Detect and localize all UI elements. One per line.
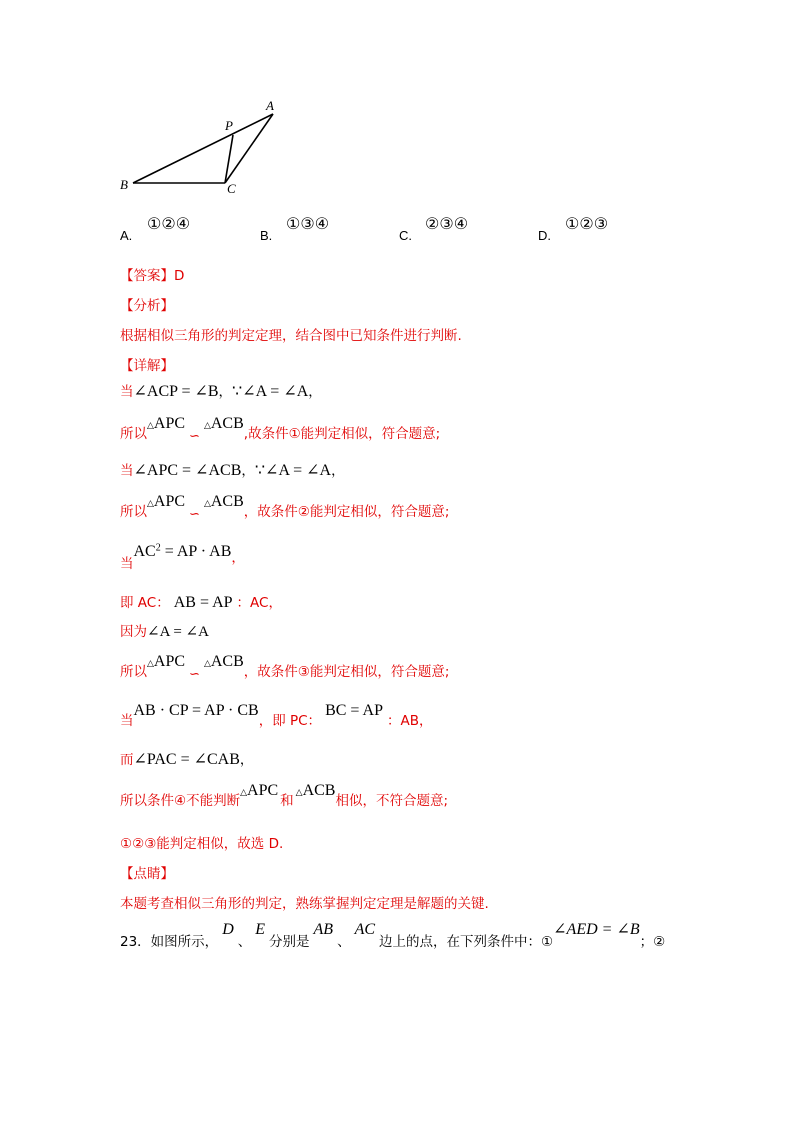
l3-prefix: 当 [120,463,134,479]
l3-sep: ， [241,463,255,479]
l5-math-b: = AP · AB [160,543,232,560]
detail-line-10 [120,748,253,769]
l4-suffix: ，故条件②能判定相似，符合题意; [243,504,450,520]
l5-sup: 2 [155,542,161,554]
detail-line-6 [120,591,282,612]
l1-math: ∠ACP = ∠B [133,383,219,400]
detail-line-3 [120,459,345,480]
l4-prefix: 所以 [120,504,147,520]
option-a-letter: A. [120,228,133,243]
detail-line-7 [120,620,209,641]
detail-line-11 [120,779,449,809]
detail-line-9 [120,699,433,729]
l5-end: ， [231,550,245,566]
q23-cond1: ∠AED = ∠B [553,921,640,938]
l7-math: ∠A = ∠A [147,624,209,640]
tri-apc: APC [153,415,186,432]
tri-apc: APC [153,653,186,670]
tri-acb: ACB [210,653,244,670]
l9-suffix: ：AB， [387,713,433,729]
triangle-symbol: △ [147,421,154,431]
detail-line-2 [120,412,441,444]
answer-line [120,264,184,284]
analysis-heading: 【分析】 [120,298,174,314]
q23-prefix: 23．如图所示， [120,934,219,950]
l10-prefix: 而 [120,752,134,768]
l6-suffix: ：AC， [236,595,282,611]
triangle-symbol: △ [147,499,154,509]
triangle-symbol: △ [147,659,154,669]
l9-math2: BC = AP [325,702,383,719]
triangle-symbol: △ [295,788,303,798]
l2-prefix: 所以 [120,426,147,442]
l1-math2: ∵∠A = ∠A [232,383,309,400]
label-b: B [120,177,128,192]
q23-mid2: 边上的点，在下列条件中：① [379,934,554,950]
q23-d: D [222,921,234,938]
label-c: C [227,181,236,196]
comment-text: 本题考查相似三角形的判定，熟练掌握判定定理是解题的关键. [120,896,489,912]
l9-prefix: 当 [120,713,134,729]
tri-acb: ACB [210,415,244,432]
l3-math: ∠APC = ∠ACB [133,462,242,479]
analysis-text: 根据相似三角形的判定定理，结合图中已知条件进行判断. [120,328,462,344]
detail-heading: 【详解】 [120,358,174,374]
l1-prefix: 当 [120,384,134,400]
detail-line-1 [120,380,322,401]
l6-math: AB = AP [173,594,233,611]
segment-ba [133,114,273,183]
similar-symbol: ∽ [189,429,200,444]
option-d-letter: D. [538,228,551,243]
triangle-symbol: △ [203,421,211,431]
option-b-letter: B. [260,228,273,243]
label-p: P [225,118,233,133]
l1-sep: ， [218,384,233,400]
l9-mid: ，即 PC： [258,713,322,729]
detail-line-8 [120,650,450,682]
triangle-symbol: △ [203,499,211,509]
comment-heading: 【点睛】 [120,866,174,882]
l3-math2: ∵∠A = ∠A [254,462,332,479]
triangle-symbol: △ [203,659,211,669]
tri-acb: ACB [210,493,244,510]
q23-ac: AC [354,921,376,938]
answer-value: D [174,268,185,284]
option-d-value: ①②③ [565,216,609,233]
l10-end: ， [239,752,254,768]
l6-prefix: 即 AC： [120,595,170,611]
tri-apc: APC [153,493,186,510]
detail-line-5 [120,540,245,572]
detail-line-4 [120,490,450,522]
l8-prefix: 所以 [120,664,147,680]
l3-end: ， [331,463,345,479]
l5-prefix: 当 [120,556,134,572]
q23-sep1: 、 [237,934,252,950]
q23-mid1: 分别是 [269,934,310,950]
option-c-letter: C. [399,228,412,243]
l8-suffix: ，故条件③能判定相似，符合题意; [243,664,450,680]
l9-math: AB · CP = AP · CB [133,702,259,719]
detail-line-12: ①②③能判定相似，故选 D. [120,836,284,852]
segment-pc [225,135,233,183]
option-a-value: ①②④ [147,216,191,233]
q23-sep2: 、 [337,934,351,950]
l10-math: ∠PAC = ∠CAB [133,751,240,768]
tri-apc: APC [247,782,279,799]
option-b-value: ①③④ [286,216,330,233]
similar-symbol: ∽ [189,667,200,682]
q23-ab: AB [313,921,334,938]
l7-prefix: 因为 [120,624,147,640]
answer-heading: 【答案】 [120,268,174,284]
tri-acb: ACB [302,782,336,799]
label-a: A [266,98,274,113]
l1-end: ， [308,384,322,400]
l11-and: 和 [280,793,294,809]
triangle-symbol: △ [240,788,248,798]
l11-prefix: 所以条件④不能判断 [120,793,241,809]
l2-suffix: ,故条件①能判定相似，符合题意; [243,426,441,442]
similar-symbol: ∽ [189,507,200,522]
q23-end: ；② [639,934,666,950]
option-c-value: ②③④ [425,216,469,233]
triangle-figure [115,95,290,200]
q23-e: E [255,921,266,938]
l11-suffix: 相似，不符合题意; [335,793,449,809]
l5-math-a: AC [133,543,156,560]
question-23 [120,918,666,950]
